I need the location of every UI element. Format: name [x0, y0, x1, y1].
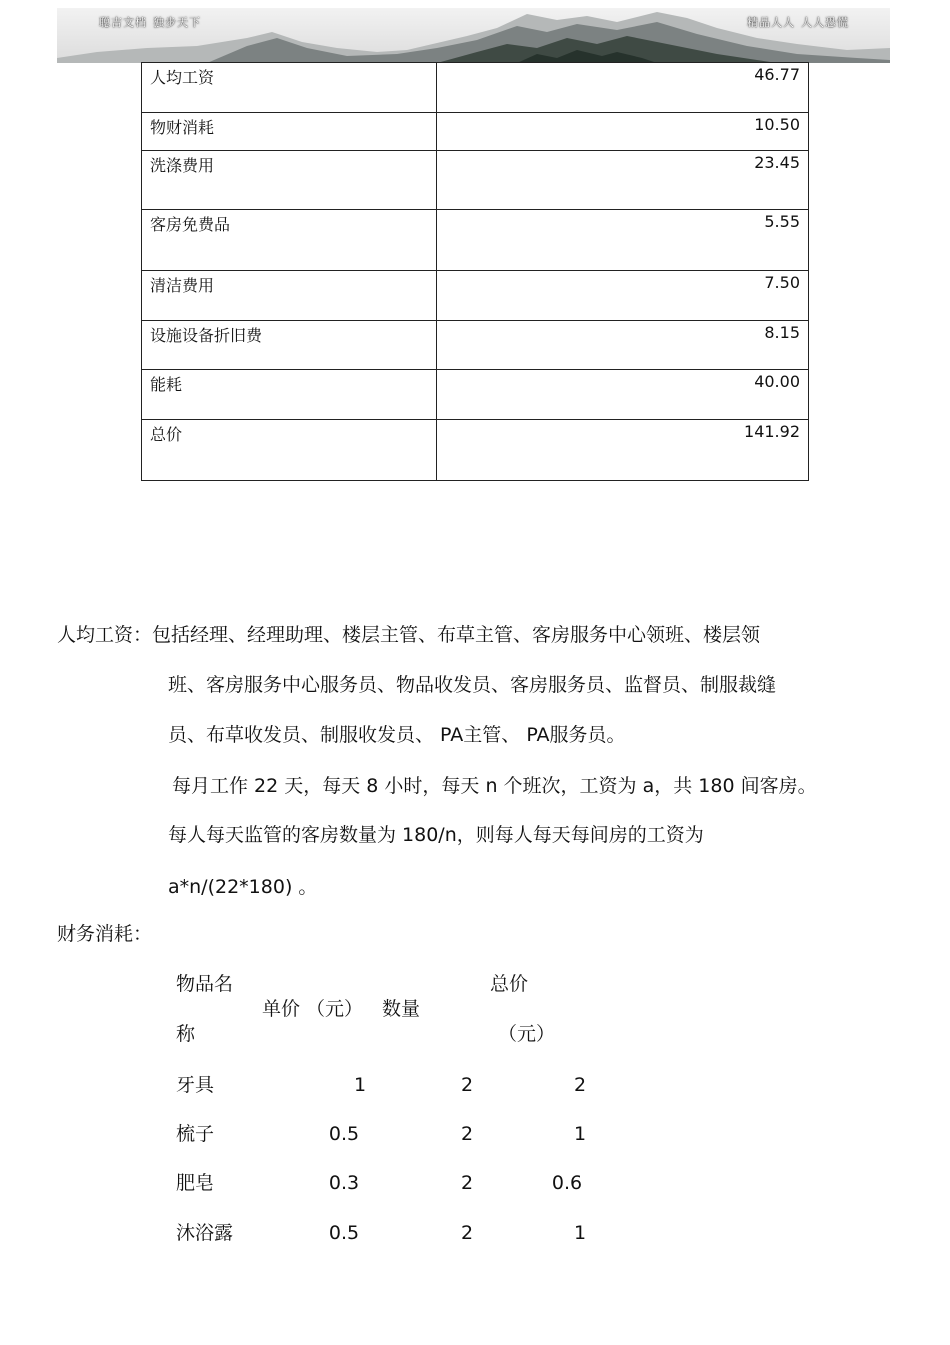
materials-heading: 财务消耗：: [57, 923, 153, 945]
item-total: 0.6: [551, 1172, 583, 1194]
cost-value: 40.00: [437, 370, 809, 420]
header-banner: [57, 8, 890, 63]
header-name-2: 称: [176, 1023, 196, 1045]
cost-value: 7.50: [437, 271, 809, 321]
table-row: [142, 420, 809, 481]
header-total-1: 总价: [490, 973, 529, 995]
cost-value: 46.77: [437, 63, 809, 113]
item-name: 牙具: [176, 1074, 215, 1096]
cost-name: 人均工资: [142, 63, 437, 113]
banner-text-left-1: 聪吉文档: [99, 16, 147, 29]
item-total: 1: [573, 1222, 587, 1244]
item-qty: 2: [460, 1172, 474, 1194]
table-row: [142, 151, 809, 210]
cost-name: 客房免费品: [142, 210, 437, 271]
cost-name: 总价: [142, 420, 437, 481]
item-price: 0.5: [328, 1222, 360, 1244]
cost-value: 23.45: [437, 151, 809, 210]
table-row: [142, 210, 809, 271]
item-qty: 2: [460, 1074, 474, 1096]
salary-line-6: a*n/(22*180) 。: [168, 876, 318, 898]
table-row: [142, 63, 809, 113]
item-price: 0.3: [328, 1172, 360, 1194]
salary-line-2: 班、客房服务中心服务员、物品收发员、客房服务员、监督员、制服裁缝: [168, 674, 777, 696]
banner-text-right-2: 人人恐慌: [801, 16, 849, 29]
cost-name: 能耗: [142, 370, 437, 420]
cost-value: 5.55: [437, 210, 809, 271]
cost-value: 141.92: [437, 420, 809, 481]
item-name: 梳子: [176, 1123, 215, 1145]
cost-name: 设施设备折旧费: [142, 321, 437, 370]
cost-table: [141, 62, 809, 481]
table-row: [142, 113, 809, 151]
item-qty: 2: [460, 1222, 474, 1244]
item-total: 1: [573, 1123, 587, 1145]
banner-text-right-1: 精品人人: [747, 16, 795, 29]
cost-value: 10.50: [437, 113, 809, 151]
salary-line-3: 员、布草收发员、制服收发员、 PA主管、 PA服务员。: [168, 724, 626, 746]
salary-line-5: 每人每天监管的客房数量为 180/n，则每人每天每间房的工资为: [168, 824, 704, 846]
table-row: [142, 370, 809, 420]
header-unit-price: 单价 （元）: [262, 998, 364, 1020]
header-total-2: （元）: [498, 1023, 556, 1045]
item-total: 2: [573, 1074, 587, 1096]
table-row: [142, 321, 809, 370]
table-row: [142, 271, 809, 321]
item-price: 0.5: [328, 1123, 360, 1145]
item-name: 沐浴露: [176, 1222, 234, 1244]
item-price: 1: [353, 1074, 367, 1096]
item-qty: 2: [460, 1123, 474, 1145]
cost-name: 洗涤费用: [142, 151, 437, 210]
banner-text-left-2: 独步天下: [153, 16, 201, 29]
item-name: 肥皂: [176, 1172, 215, 1194]
salary-line-4: 每月工作 22 天，每天 8 小时，每天 n 个班次，工资为 a，共 180 间客房。: [172, 775, 817, 797]
cost-value: 8.15: [437, 321, 809, 370]
header-quantity: 数量: [382, 998, 421, 1020]
header-name-1: 物品名: [176, 973, 234, 995]
salary-line-1: 人均工资：包括经理、经理助理、楼层主管、布草主管、客房服务中心领班、楼层领: [57, 624, 761, 646]
cost-name: 清洁费用: [142, 271, 437, 321]
cost-name: 物财消耗: [142, 113, 437, 151]
